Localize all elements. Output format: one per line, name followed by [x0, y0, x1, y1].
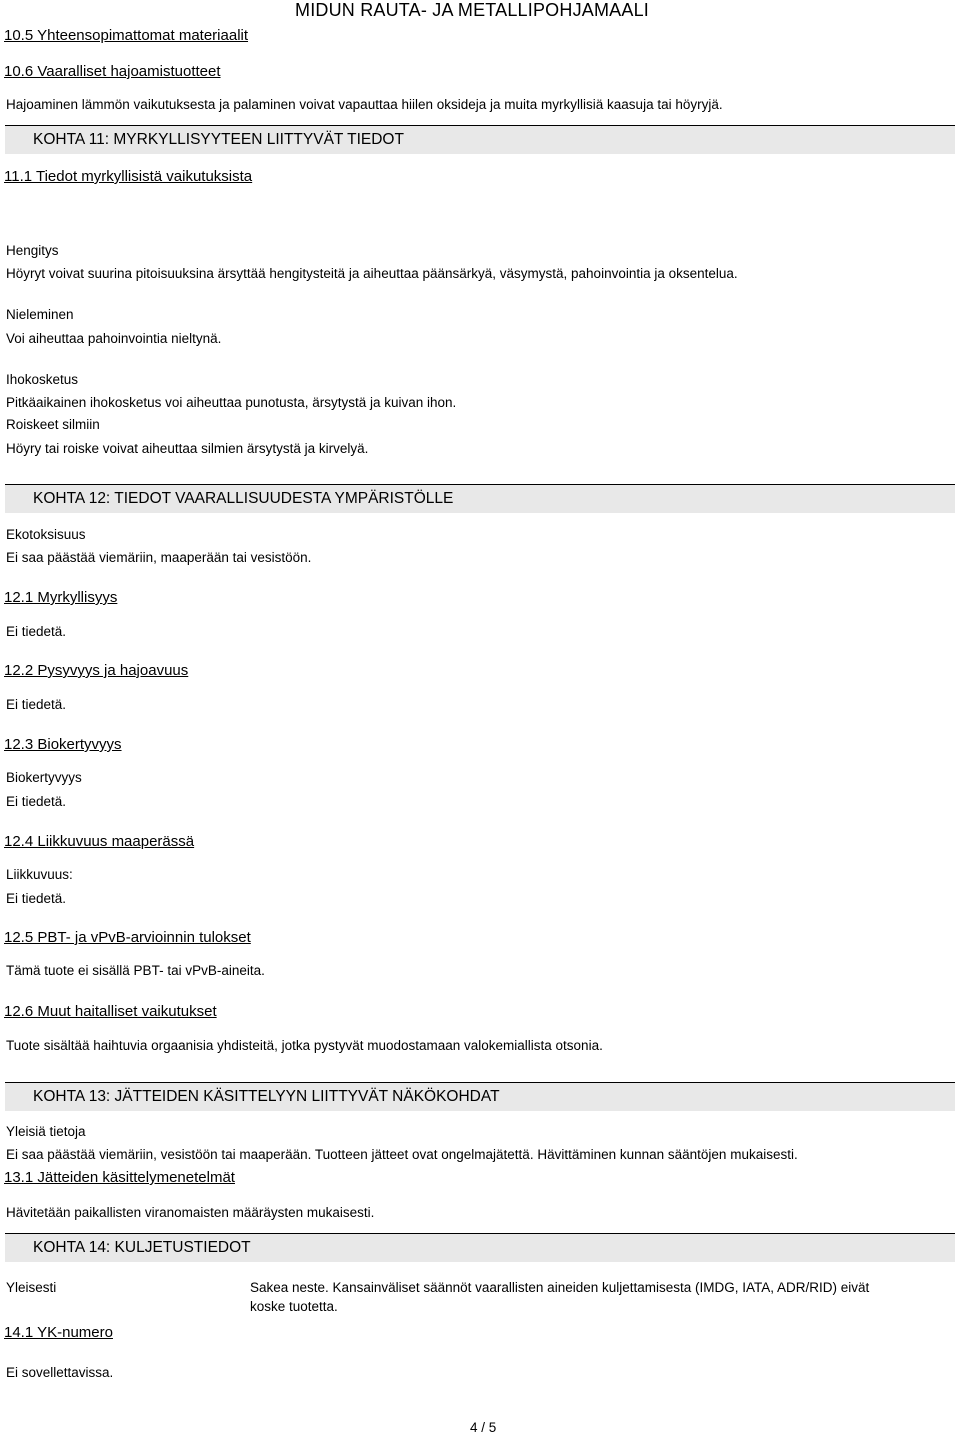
- heading-12-3: 12.3 Biokertyvyys: [4, 736, 122, 753]
- text-roiskeet-silmiin: Höyry tai roiske voivat aiheuttaa silmien ärsytystä ja kirvelyä.: [6, 441, 369, 456]
- text-10-6: Hajoaminen lämmön vaikutuksesta ja palaminen voivat vapauttaa hiilen oksideja ja muita myrkyllisiä kaasuja tai höyryjä.: [6, 97, 723, 112]
- text-12-2: Ei tiedetä.: [6, 697, 67, 712]
- text-yleisia-tietoja: Ei saa päästää viemäriin, vesistöön tai maaperään. Tuotteen jätteet ovat ongelmajätettä. Hävittäminen kunnan sääntöjen mukaisesti.: [6, 1147, 798, 1162]
- text-hengitys: Höyryt voivat suurina pitoisuuksina ärsyttää hengitysteitä ja aiheuttaa päänsärkyä, väsymystä, pahoinvointia ja oksentelua.: [6, 266, 738, 281]
- section-11-title: KOHTA 11: MYRKYLLISYYTEEN LIITTYVÄT TIEDOT: [33, 131, 404, 148]
- heading-12-5: 12.5 PBT- ja vPvB-arvioinnin tulokset: [4, 929, 251, 946]
- heading-12-2: 12.2 Pysyvyys ja hajoavuus: [4, 662, 189, 679]
- document-header-title: MIDUN RAUTA- JA METALLIPOHJAMAALI: [295, 0, 649, 20]
- text-12-1: Ei tiedetä.: [6, 624, 67, 639]
- text-13-1: Hävitetään paikallisten viranomaisten määräysten mukaisesti.: [6, 1205, 375, 1220]
- text-yleisesti-line-1: Sakea neste. Kansainväliset säännöt vaarallisten aineiden kuljettamisesta (IMDG, IATA, ADR/RID) eivät: [250, 1280, 870, 1295]
- label-roiskeet-silmiin: Roiskeet silmiin: [6, 417, 100, 432]
- text-12-4: Ei tiedetä.: [6, 891, 67, 906]
- label-yleisesti: Yleisesti: [6, 1280, 57, 1295]
- page-number: 4 / 5: [470, 1420, 497, 1435]
- heading-13-1: 13.1 Jätteiden käsittelymenetelmät: [4, 1169, 235, 1186]
- heading-14-1: 14.1 YK-numero: [4, 1324, 113, 1341]
- label-hengitys: Hengitys: [6, 243, 59, 258]
- heading-10-5: 10.5 Yhteensopimattomat materiaalit: [4, 27, 249, 44]
- heading-12-6: 12.6 Muut haitalliset vaikutukset: [4, 1003, 217, 1020]
- section-12-title: KOHTA 12: TIEDOT VAARALLISUUDESTA YMPÄRISTÖLLE: [33, 490, 454, 507]
- text-12-5: Tämä tuote ei sisällä PBT- tai vPvB-aineita.: [6, 963, 265, 978]
- heading-10-6: 10.6 Vaaralliset hajoamistuotteet: [4, 63, 221, 80]
- heading-11-1: 11.1 Tiedot myrkyllisistä vaikutuksista: [4, 168, 253, 185]
- text-nieleminen: Voi aiheuttaa pahoinvointia nieltynä.: [6, 331, 222, 346]
- section-13-title: KOHTA 13: JÄTTEIDEN KÄSITTELYYN LIITTYVÄT NÄKÖKOHDAT: [33, 1088, 500, 1105]
- label-liikkuvuus: Liikkuvuus:: [6, 867, 73, 882]
- text-12-3: Ei tiedetä.: [6, 794, 67, 809]
- text-ihokosketus: Pitkäaikainen ihokosketus voi aiheuttaa punotusta, ärsytystä ja kuivan ihon.: [6, 395, 457, 410]
- label-yleisia-tietoja: Yleisiä tietoja: [6, 1124, 86, 1139]
- section-12-banner: [5, 484, 955, 513]
- text-14-1: Ei sovellettavissa.: [6, 1365, 114, 1380]
- section-14-title: KOHTA 14: KULJETUSTIEDOT: [33, 1239, 251, 1256]
- heading-12-1: 12.1 Myrkyllisyys: [4, 589, 118, 606]
- section-11-banner: [5, 125, 955, 154]
- label-biokertyvyys: Biokertyvyys: [6, 770, 82, 785]
- text-12-6: Tuote sisältää haihtuvia orgaanisia yhdisteitä, jotka pystyvät muodostamaan valokemiallista otsonia.: [6, 1038, 603, 1053]
- label-ekotoksisuus: Ekotoksisuus: [6, 527, 86, 542]
- text-yleisesti-line-2: koske tuotetta.: [250, 1299, 338, 1314]
- section-13-banner: [5, 1082, 955, 1111]
- label-ihokosketus: Ihokosketus: [6, 372, 79, 387]
- text-ekotoksisuus: Ei saa päästää viemäriin, maaperään tai vesistöön.: [6, 550, 312, 565]
- section-14-banner: [5, 1233, 955, 1262]
- label-nieleminen: Nieleminen: [6, 307, 74, 322]
- heading-12-4: 12.4 Liikkuvuus maaperässä: [4, 833, 195, 850]
